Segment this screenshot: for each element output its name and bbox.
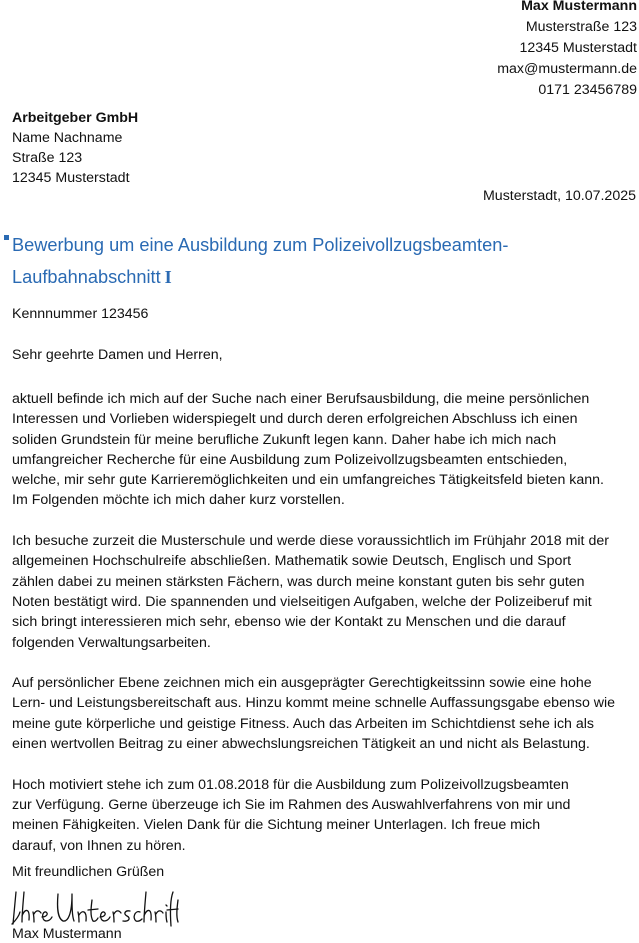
sender-email: max@mustermann.de [497, 61, 637, 77]
closing-phrase: Mit freundlichen Grüßen [12, 864, 165, 880]
body-line: zählen dabei zu meinen stärksten Fächern, was durch meine konstant guten bis sehr guten [12, 573, 585, 590]
subject-line-1: Bewerbung um eine Ausbildung zum Polizeivollzugsbeamten- [12, 235, 509, 255]
subject-line-2-text: Laufbahnabschnitt [12, 267, 161, 287]
body-line: Hoch motiviert stehe ich zum 01.08.2018 für die Ausbildung zum Polizeivollzugsbeamten [12, 776, 569, 793]
body-line: darauf, von Ihnen zu hören. [12, 837, 186, 854]
sender-phone: 0171 23456789 [538, 82, 637, 98]
body-line: folgenden Verwaltungsarbeiten. [12, 634, 211, 651]
recipient-address-block [12, 108, 138, 188]
body-line: meine gute körperliche und geistige Fitness. Auch das Arbeiten im Schichtdienst sehe ich als [12, 715, 595, 732]
body-line: sich bringt interessieren mich sehr, ebenso wie der Kontakt zu Menschen und die darauf [12, 614, 566, 631]
body-line: Ich besuche zurzeit die Musterschule und werde diese voraussichtlich im Frühjahr 2018 mit der [12, 533, 609, 550]
recipient-city: 12345 Musterstadt [12, 170, 130, 186]
body-line: welche, mir sehr gute Karrieremöglichkeiten und ein umfangreiches Tätigkeitsfeld bieten kann. [12, 472, 604, 489]
letter-date: Musterstadt, 10.07.2025 [482, 188, 636, 204]
body-line: Auf persönlicher Ebene zeichnen mich ein ausgeprägter Gerechtigkeitssinn sowie eine hohe [12, 675, 592, 692]
body-line: Interessen und Vorlieben widerspiegelt und durch deren erfolgreichen Abschluss ich einen [12, 411, 578, 428]
body-line: zur Verfügung. Gerne überzeuge ich Sie im Rahmen des Auswahlverfahrens von mir und [12, 796, 571, 813]
body-line: umfangreicher Recherche für eine Ausbildung zum Polizeivollzugsbeamten entschieden, [12, 451, 568, 468]
body-line: Im Folgenden möchte ich mich daher kurz vorstellen. [12, 492, 345, 509]
body-line: Noten bestätigt wird. Die spannenden und vielseitigen Aufgaben, welche der Polizeiberuf mit [12, 593, 592, 610]
body-line: soliden Grundstein für meine berufliche Zukunft legen kann. Daher habe ich mich nach [12, 431, 557, 448]
paragraph-1 [12, 389, 638, 511]
recipient-contact: Name Nachname [12, 130, 123, 146]
body-line: allgemeinen Hochschulreife abschließen. Mathematik sowie Deutsch, Englisch und Sport [12, 553, 572, 570]
paragraph-4 [12, 775, 638, 856]
signer-name: Max Mustermann [12, 926, 122, 942]
body-line: aktuell befinde ich mich auf der Suche nach einer Berufsausbildung, die meine persönlichen [12, 391, 590, 407]
body-line: einen wertvollen Beitrag zu einer abwechslungsreichen Tätigkeit an und nicht als Belastung. [12, 736, 590, 753]
recipient-street: Straße 123 [12, 150, 83, 166]
paragraph-2 [12, 531, 638, 653]
sender-address-block [497, 0, 637, 101]
sender-city: 12345 Musterstadt [519, 40, 637, 56]
recipient-company: Arbeitgeber GmbH [12, 110, 139, 126]
subject-marker-icon [4, 235, 9, 240]
letter-body [12, 389, 638, 876]
paragraph-3 [12, 673, 638, 754]
body-line: Lern- und Leistungsbereitschaft aus. Hinzu kommt meine schnelle Auffassungsgabe ebenso wie [12, 695, 616, 712]
subject-line[interactable] [12, 229, 632, 293]
subject-line-2 [12, 261, 632, 293]
body-line: meinen Fähigkeiten. Vielen Dank für die Sichtung meiner Unterlagen. Ich freue mich [12, 817, 541, 834]
reference-number: Kennnummer 123456 [12, 306, 149, 322]
signature-image [10, 886, 180, 928]
text-cursor-icon: I [164, 267, 172, 287]
sender-street: Musterstraße 123 [525, 19, 637, 35]
sender-name: Max Mustermann [521, 0, 637, 14]
salutation: Sehr geehrte Damen und Herren, [12, 347, 223, 363]
